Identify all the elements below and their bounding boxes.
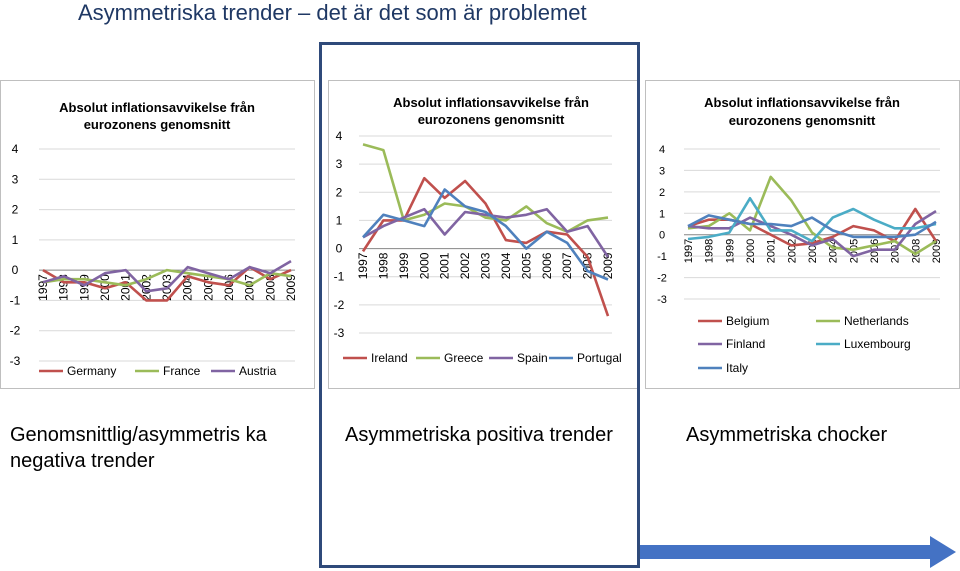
chart-1-y-tick-label: 3 <box>11 172 19 187</box>
chart-1-y-tick-label: 4 <box>11 142 19 156</box>
chart-3-y-tick-label: -3 <box>657 294 667 306</box>
chart-3-y-tick-label: 0 <box>658 229 666 242</box>
chart-3-x-tick-label: 2004 <box>827 238 840 264</box>
chart-3-x-tick-label: 2000 <box>745 238 757 264</box>
chart-1-y-tick-label: 1 <box>11 232 19 247</box>
chart-2-title-line-1: Absolut inflationsavvikelse från <box>393 95 589 110</box>
chart-2-x-tick-label: 2003 <box>478 252 493 280</box>
caption-positive-trends: Asymmetriska positiva trender <box>345 424 613 446</box>
chart-1-title-line-1: Absolut inflationsavvikelse från <box>59 100 255 115</box>
chart-1-x-tick-label: 1999 <box>77 274 92 301</box>
chart-panel-3 <box>645 80 960 389</box>
chart-1-y-tick-label: -2 <box>9 323 21 338</box>
chart-1-x-tick-label: 1997 <box>36 274 50 301</box>
slide-title: Asymmetriska trender – det är det som är problemet <box>78 0 587 25</box>
chart-2-legend-label-portugal: Portugal <box>577 351 622 365</box>
chart-2-legend-label-ireland: Ireland <box>371 351 408 365</box>
chart-2-legend-label-greece: Greece <box>444 351 484 365</box>
chart-2-x-tick-label: 2000 <box>417 252 432 280</box>
caption-negative-trends: Genomsnittlig/asymmetris ka negativa trender <box>10 424 267 472</box>
chart-3-legend-label-netherlands: Netherlands <box>844 314 909 328</box>
chart-3-x-tick-label: 2006 <box>869 238 881 264</box>
chart-2-y-tick-label: 3 <box>335 157 343 172</box>
chart-1-legend-label-austria: Austria <box>239 364 277 378</box>
chart-3-x-tick-label: 1998 <box>703 238 716 264</box>
chart-1-title-line-2: eurozonens genomsnitt <box>83 117 231 132</box>
chart-2-x-tick-label: 1997 <box>356 252 370 280</box>
chart-3-plot <box>646 81 959 388</box>
chart-1-x-tick-label: 2008 <box>263 274 278 301</box>
chart-2-y-tick-label: -1 <box>333 269 345 284</box>
chart-2-legend-label-spain: Spain <box>517 351 548 365</box>
chart-3-legend-label-finland: Finland <box>726 337 766 351</box>
chart-3-y-tick-label: -2 <box>657 272 667 285</box>
chart-1-x-tick-label: 2004 <box>180 274 195 301</box>
chart-2-x-tick-label: 2006 <box>539 252 554 280</box>
chart-2-x-tick-label: 2005 <box>519 252 534 280</box>
chart-2-y-tick-label: -3 <box>333 326 345 340</box>
chart-3-legend-label-luxembourg: Luxembourg <box>844 337 911 351</box>
chart-3-x-tick-label: 2003 <box>807 238 819 264</box>
chart-1-x-tick-label: 2006 <box>222 274 236 301</box>
chart-1-x-tick-label: 1998 <box>56 274 71 301</box>
chart-3-x-tick-label: 2002 <box>786 238 799 264</box>
chart-1-x-tick-label: 2003 <box>160 274 174 301</box>
chart-panel-1 <box>0 80 315 389</box>
chart-2-x-tick-label: 2001 <box>437 252 452 280</box>
chart-3-title-line-2: eurozonens genomsnitt <box>728 113 876 128</box>
chart-3-x-tick-label: 2005 <box>848 238 861 264</box>
chart-2-y-tick-label: -2 <box>333 297 345 312</box>
chart-2-title-line-2: eurozonens genomsnitt <box>417 112 565 127</box>
chart-1-x-tick-label: 2000 <box>98 274 112 301</box>
chart-1-x-tick-label: 2002 <box>139 274 154 301</box>
caption-shocks: Asymmetriska chocker <box>686 424 888 446</box>
chart-2-y-tick-label: 2 <box>335 185 343 200</box>
chart-1-x-tick-label: 2009 <box>284 274 298 301</box>
chart-2-y-tick-label: 1 <box>335 213 343 228</box>
highlight-frame <box>319 42 640 568</box>
chart-3-legend-label-italy: Italy <box>726 361 749 375</box>
chart-1-y-tick-label: 0 <box>11 263 19 278</box>
chart-1-y-tick-label: -1 <box>9 293 21 308</box>
chart-3-x-tick-label: 2001 <box>765 238 778 264</box>
chart-3-x-tick-label: 1997 <box>683 238 695 264</box>
chart-2-y-tick-label: 4 <box>335 129 343 143</box>
chart-3-x-tick-label: 2007 <box>889 238 902 264</box>
chart-3-legend-label-belgium: Belgium <box>726 314 770 328</box>
chart-1-plot <box>1 81 314 388</box>
chart-2-x-tick-label: 2009 <box>601 252 615 280</box>
chart-1-y-tick-label: -3 <box>9 354 21 368</box>
chart-3-title-line-1: Absolut inflationsavvikelse från <box>704 95 900 110</box>
chart-2-x-tick-label: 2004 <box>498 252 513 280</box>
chart-3-y-tick-label: 2 <box>658 186 666 199</box>
right-arrow-icon <box>640 536 958 568</box>
chart-1-x-tick-label: 2007 <box>242 274 257 301</box>
chart-3-y-tick-label: -1 <box>657 251 667 264</box>
chart-3-x-tick-label: 1999 <box>724 238 737 264</box>
chart-1-x-tick-label: 2005 <box>201 274 216 301</box>
chart-2-x-tick-label: 1999 <box>396 252 411 280</box>
chart-3-y-tick-label: 3 <box>658 165 666 178</box>
chart-2-x-tick-label: 2007 <box>560 252 575 280</box>
chart-3-x-tick-label: 2008 <box>910 238 923 264</box>
chart-3-y-tick-label: 1 <box>658 208 666 221</box>
chart-2-x-tick-label: 1998 <box>376 252 391 280</box>
chart-1-y-tick-label: 2 <box>11 202 19 217</box>
chart-3-y-tick-label: 4 <box>658 144 666 156</box>
chart-3-x-tick-label: 2009 <box>931 238 943 264</box>
chart-1-x-tick-label: 2001 <box>118 274 133 301</box>
chart-1-legend-label-germany: Germany <box>67 364 117 378</box>
chart-2-y-tick-label: 0 <box>335 241 343 256</box>
chart-1-legend-label-france: France <box>163 364 201 378</box>
chart-2-x-tick-label: 2008 <box>580 252 595 280</box>
chart-2-x-tick-label: 2002 <box>458 252 473 280</box>
